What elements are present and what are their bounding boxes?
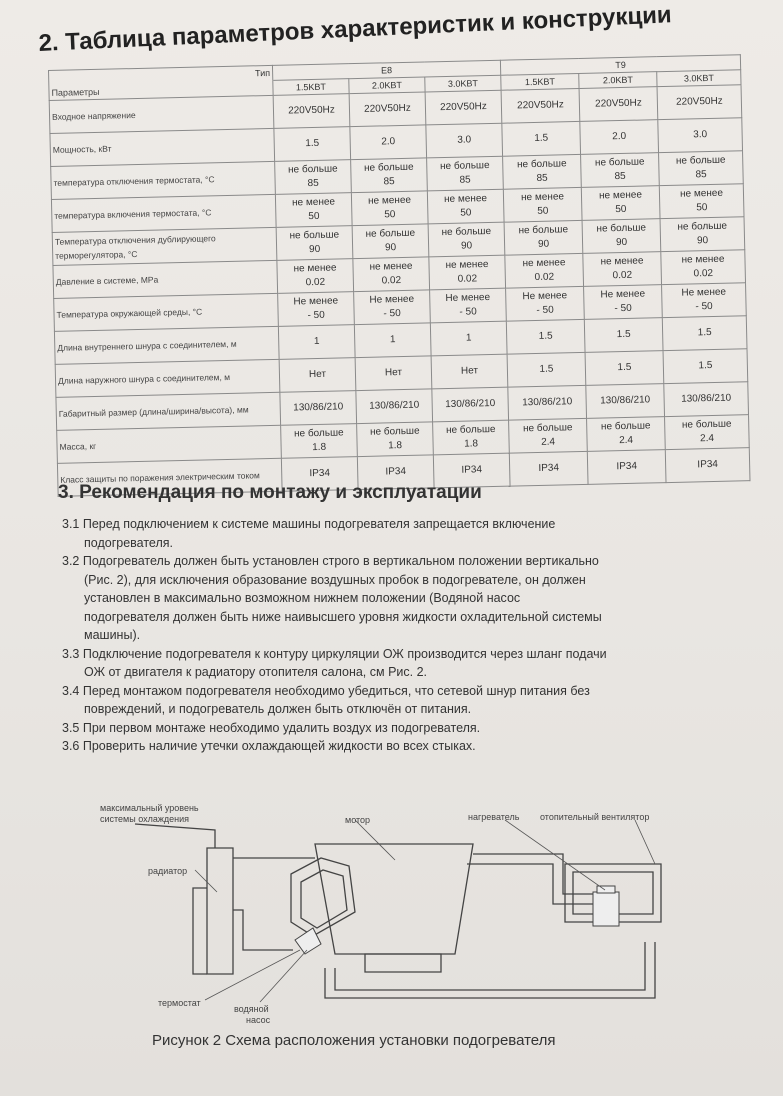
spec-value-cell: Нет (431, 354, 508, 389)
group-e8: E8 (272, 60, 500, 80)
spec-value-cell: 130/86/210 (664, 382, 749, 417)
spec-value-cell: не менее 50 (659, 184, 744, 219)
pump-leader (260, 950, 307, 1002)
thermostat-leader (205, 950, 300, 1000)
spec-value-cell: не больше 85 (427, 156, 504, 191)
radiator (207, 848, 233, 974)
hose-motor-heater-inner (467, 864, 603, 904)
spec-param-name: температура отключения термостата, °C (51, 161, 276, 199)
label-fan: отопительный вентилятор (540, 812, 650, 822)
spec-value-cell: 1 (354, 323, 431, 358)
spec-value-cell: Не менее - 50 (278, 292, 355, 327)
spec-param-name: температура включения термостата, °C (51, 194, 276, 232)
section-2-title: 2. Таблица параметров характеристик и конструкции (38, 1, 673, 57)
recommendation-continuation: (Рис. 2), для исключения образование воздушных пробок в подогревателе, он должен (84, 572, 586, 587)
spec-value-cell: не больше 85 (275, 160, 352, 195)
spec-value-cell: 220V50Hz (657, 85, 742, 120)
recommendation-number: 3.5 (62, 720, 80, 735)
spec-value-cell: 130/86/210 (508, 385, 587, 420)
spec-value-cell: не менее 50 (503, 187, 582, 222)
hose-motor-heater (473, 854, 603, 894)
label-heater: нагреватель (468, 812, 520, 822)
label-pump-2: насос (246, 1015, 271, 1025)
hose-radiator-right (233, 910, 293, 950)
recommendation-number: 3.1 (62, 517, 80, 531)
spec-value-cell: 2.0 (350, 125, 427, 160)
recommendation-text: При первом монтаже необходимо удалить воздух из подогревателя. (82, 720, 481, 735)
spec-value-cell: 1 (430, 321, 507, 356)
spec-value-cell: IP34 (509, 451, 588, 486)
spec-value-cell: не больше 90 (276, 226, 353, 261)
label-motor: мотор (345, 815, 371, 825)
spec-value-cell: не менее 50 (275, 193, 352, 228)
spec-value-cell: 220V50Hz (425, 90, 502, 125)
power-header: 3.0KBT (657, 70, 741, 87)
spec-value-cell: не больше 85 (351, 158, 428, 193)
hose-radiator-left (193, 888, 207, 974)
spec-value-cell: не менее 0.02 (583, 252, 662, 287)
spec-value-cell: 1.5 (585, 351, 664, 386)
spec-value-cell: не менее 0.02 (429, 255, 506, 290)
spec-value-cell: не менее 50 (351, 191, 428, 226)
power-header: 1.5KBT (273, 79, 349, 96)
spec-value-cell: IP34 (357, 455, 434, 490)
spec-value-cell: не менее 50 (581, 186, 660, 221)
spec-value-cell: IP34 (433, 453, 510, 488)
param-label: Параметры (49, 80, 273, 100)
recommendation-continuation: ОЖ от двигателя к радиатору отопителя салона, см Рис. 2. (84, 665, 428, 679)
spec-value-cell: не менее 0.02 (277, 259, 354, 294)
motor-base (365, 954, 441, 972)
spec-value-cell: IP34 (665, 448, 750, 483)
spec-value-cell: 130/86/210 (586, 384, 665, 419)
recommendation-text: Проверить наличие утечки охлаждающей жидкости во всех стыках. (82, 739, 476, 753)
spec-value-cell: 1 (278, 325, 355, 360)
spec-value-cell: 130/86/210 (432, 387, 509, 422)
spec-value-cell: 130/86/210 (356, 389, 433, 424)
spec-value-cell: 1.5 (502, 121, 581, 156)
spec-param-name: Мощность, кВт (50, 128, 275, 166)
group-t9: T9 (500, 55, 740, 75)
recommendation-text: Подключение подогревателя к контуру циркуляции ОЖ производится через шланг подачи (82, 646, 607, 661)
recommendation-number: 3.6 (62, 739, 80, 753)
spec-value-cell: 1.5 (506, 319, 585, 354)
spec-value-cell: 1.5 (662, 316, 747, 351)
spec-param-name: Длина внутреннего шнура с соединителем, м (54, 326, 279, 364)
spec-value-cell: не больше 85 (503, 154, 582, 189)
spec-value-cell: не больше 90 (428, 222, 505, 257)
heater-body (593, 892, 619, 926)
heater-cap (597, 886, 615, 893)
power-header: 3.0KBT (425, 75, 501, 92)
spec-value-cell: не больше 85 (659, 151, 744, 186)
power-header: 2.0KBT (349, 77, 425, 94)
spec-value-cell: 3.0 (426, 123, 503, 158)
recommendation-number: 3.3 (62, 646, 80, 661)
spec-value-cell: Не менее - 50 (506, 286, 585, 321)
recommendation-continuation: подогревателя. (84, 535, 173, 550)
label-max-level-2: системы охлаждения (100, 814, 190, 824)
spec-value-cell: IP34 (587, 450, 666, 485)
spec-value-cell: 1.5 (274, 127, 351, 162)
section-3-title: 3. Рекомендация по монтажу и эксплуатации (58, 482, 482, 503)
spec-value-cell: не менее 0.02 (505, 253, 584, 288)
spec-value-cell: Не менее - 50 (354, 290, 431, 325)
spec-value-cell: 220V50Hz (579, 87, 658, 122)
spec-value-cell: 220V50Hz (501, 88, 580, 123)
spec-param-name: Габаритный размер (длина/ширина/высота), мм (56, 392, 281, 430)
spec-param-name: Температура окружающей среды, °C (54, 293, 279, 331)
spec-table (48, 54, 751, 497)
recommendation-continuation: установлен в максимально возможном нижнем положении (Водяной насос (84, 591, 521, 605)
recommendation-item (62, 682, 742, 701)
spec-value-cell: не больше 1.8 (357, 422, 434, 457)
spec-value-cell: IP34 (281, 457, 358, 492)
spec-value-cell: не больше 2.4 (587, 417, 666, 452)
recommendation-item (62, 719, 742, 738)
power-header: 2.0KBT (579, 72, 657, 89)
spec-value-cell: не больше 90 (660, 217, 745, 252)
motor-block (315, 844, 473, 954)
spec-value-cell: 1.5 (663, 349, 748, 384)
spec-param-name: Давление в системе, MPa (53, 260, 278, 298)
label-pump: водяной (234, 1004, 269, 1014)
spec-param-name: Температура отключения дублирующего терморегулятора, °C (52, 227, 277, 265)
spec-param-name: Входное напряжение (49, 95, 274, 133)
recommendation-text: Перед монтажом подогревателя необходимо убедиться, что сетевой шнур питания без (82, 683, 590, 698)
recommendation-text: Перед подключением к системе машины подогревателя запрещается включение (82, 517, 556, 531)
spec-value-cell: Нет (279, 358, 356, 393)
motor-leader (355, 820, 395, 860)
hose-return-inner (335, 942, 645, 990)
spec-value-cell: не менее 50 (427, 189, 504, 224)
spec-param-name: Класс защиты по поражения электрическим током (57, 458, 282, 496)
spec-value-cell: не менее 0.02 (353, 257, 430, 292)
label-thermostat: термостат (158, 998, 201, 1008)
spec-value-cell: не больше 2.4 (665, 415, 750, 450)
recommendation-item (62, 645, 742, 664)
label-radiator: радиатор (148, 866, 188, 876)
recommendation-continuation: машины). (84, 628, 141, 642)
spec-value-cell: Нет (355, 356, 432, 391)
recommendation-item (62, 552, 742, 571)
spec-param-name: Длина наружного шнура с соединителем, м (55, 359, 280, 397)
recommendation-continuation: повреждений, и подогреватель должен быть отключён от питания. (84, 702, 472, 716)
recommendation-number: 3.2 (62, 554, 80, 568)
thermostat-inner (301, 870, 347, 928)
spec-value-cell: Не менее - 50 (662, 283, 747, 318)
spec-value-cell: не больше 2.4 (509, 418, 588, 453)
power-header: 1.5KBT (501, 73, 579, 90)
spec-param-name: Масса, кг (57, 425, 282, 463)
heater-leader (505, 820, 605, 890)
spec-value-cell: 220V50Hz (273, 94, 350, 129)
spec-value-cell: не больше 85 (581, 153, 660, 188)
recommendation-item (62, 515, 742, 534)
spec-value-cell: не больше 1.8 (281, 424, 358, 459)
spec-value-cell: не больше 90 (504, 220, 583, 255)
spec-value-cell: 3.0 (658, 118, 743, 153)
recommendation-item (62, 737, 742, 756)
max-level-leader (135, 824, 215, 848)
spec-value-cell: не больше 90 (352, 224, 429, 259)
spec-value-cell: не больше 90 (582, 219, 661, 254)
pump (295, 928, 321, 954)
spec-value-cell: Не менее - 50 (584, 285, 663, 320)
label-max-level: максимальный уровень (100, 803, 199, 813)
tip-label: Тип (49, 65, 273, 85)
spec-value-cell: 220V50Hz (349, 92, 426, 127)
recommendation-number: 3.4 (62, 683, 80, 698)
fan-leader (635, 820, 655, 864)
spec-value-cell: Не менее - 50 (430, 288, 507, 323)
figure-caption: Рисунок 2 Схема расположения установки подогревателя (152, 1032, 556, 1049)
recommendation-text: Подогреватель должен быть установлен строго в вертикальном положении вертикально (82, 554, 599, 568)
radiator-leader (195, 870, 217, 892)
recommendations-list (62, 515, 742, 756)
spec-value-cell: 1.5 (507, 352, 586, 387)
spec-value-cell: не больше 1.8 (433, 420, 510, 455)
spec-value-cell: 2.0 (580, 120, 659, 155)
recommendation-continuation: подогревателя должен быть ниже наивысшего уровня жидкости охладительной системы (84, 609, 602, 624)
spec-value-cell: 1.5 (584, 318, 663, 353)
spec-value-cell: 130/86/210 (280, 391, 357, 426)
spec-value-cell: не менее 0.02 (661, 250, 746, 285)
